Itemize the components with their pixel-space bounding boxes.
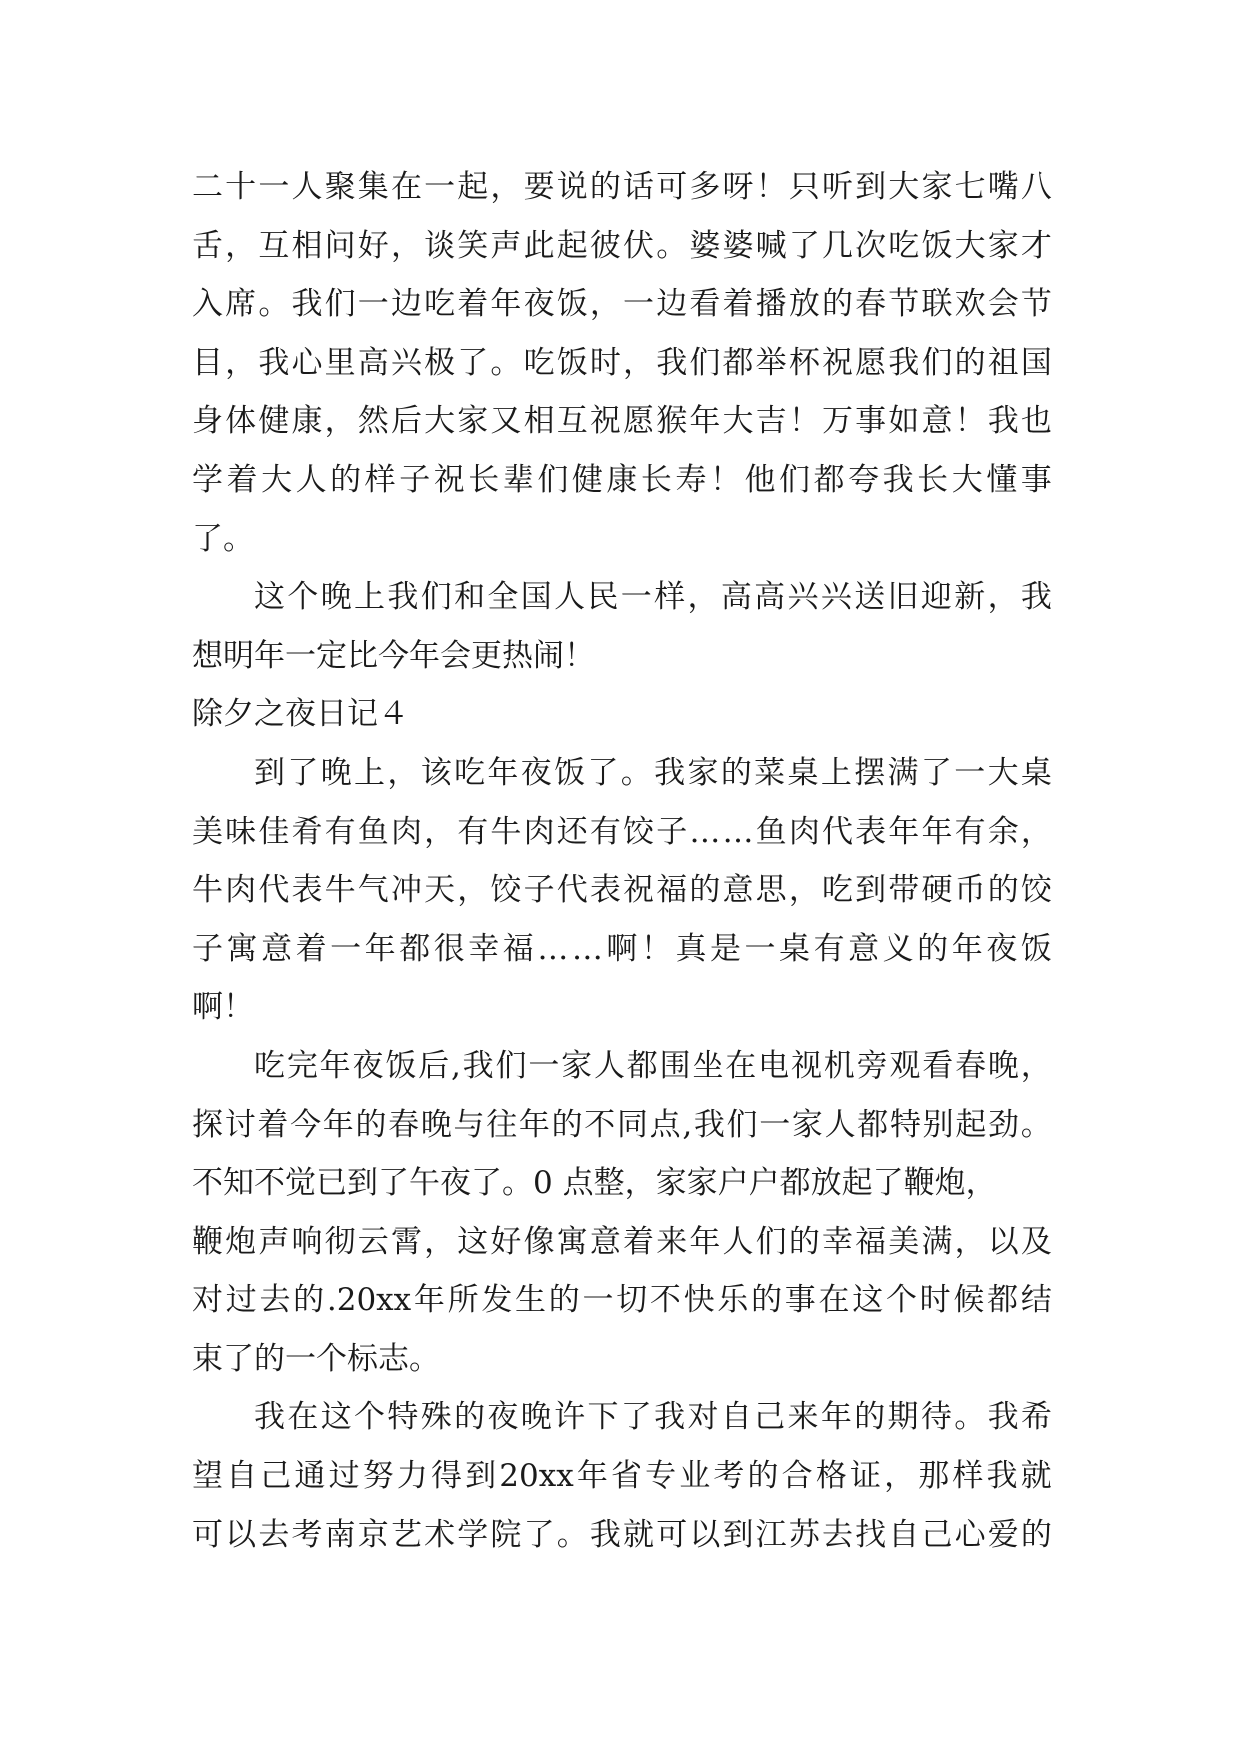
text-line: 可 以 去 考 南 京 艺 术 学 院 了 。 我 就 可 以 到 江 苏 去 找 自 己 心 爱 的 xyxy=(192,1516,1052,1553)
text-line: 子 寓 意 着 一 年 都 很 幸 福 … … 啊 ！ 真 是 一 桌 有 意 义 的 年 夜 饭 xyxy=(192,930,1052,967)
text-line: 学 着 大 人 的 样 子 祝 长 辈 们 健 康 长 寿 ！ 他 们 都 夸 我 长 大 懂 事 xyxy=(192,461,1052,498)
paragraph-first-line: 这 个 晚 上 我 们 和 全 国 人 民 一 样 ， 高 高 兴 兴 送 旧 迎 新 ， 我 xyxy=(254,579,1052,616)
text-line: 想明年一定比今年会更热闹！ xyxy=(192,637,595,674)
text-line: 对 过 去 的 .20xx 年 所 发 生 的 一 切 不 快 乐 的 事 在 这 个 时 候 都 结 xyxy=(192,1282,1052,1319)
text-line: 美 味 佳 肴 有 鱼 肉 ， 有 牛 肉 还 有 饺 子 … … 鱼 肉 代 表 年 年 有 余 ， xyxy=(192,813,1052,850)
text-line: 不知不觉已到了午夜了。0 点整，家家户户都放起了鞭炮， xyxy=(192,1165,997,1202)
text-line: 二 十 一 人 聚 集 在 一 起 ， 要 说 的 话 可 多 呀 ！ 只 听 到 大 家 七 嘴 八 xyxy=(192,169,1052,205)
text-line: 了。 xyxy=(192,520,254,557)
text-line: 舌 ， 互 相 问 好 ， 谈 笑 声 此 起 彼 伏 。 婆 婆 喊 了 几 次 吃 饭 大 家 才 xyxy=(192,227,1052,264)
section-heading: 除夕之夜日记４ xyxy=(192,696,409,733)
text-line: 目 ， 我 心 里 高 兴 极 了 。 吃 饭 时 ， 我 们 都 举 杯 祝 愿 我 们 的 祖 国 xyxy=(192,344,1052,381)
text-line: 身 体 健 康 ， 然 后 大 家 又 相 互 祝 愿 猴 年 大 吉 ！ 万 事 如 意 ！ 我 也 xyxy=(192,403,1052,440)
paragraph-first-line: 我 在 这 个 特 殊 的 夜 晚 许 下 了 我 对 自 己 来 年 的 期 待 。 我 希 xyxy=(254,1399,1052,1436)
text-line: 束了的一个标志。 xyxy=(192,1340,440,1377)
text-line: 探 讨 着 今 年 的 春 晚 与 往 年 的 不 同 点 , 我 们 一 家 人 都 特 别 起 劲 。 xyxy=(192,1106,1052,1143)
text-line: 鞭 炮 声 响 彻 云 霄 ， 这 好 像 寓 意 着 来 年 人 们 的 幸 福 美 满 ， 以 及 xyxy=(192,1223,1052,1260)
document-body xyxy=(192,158,1052,1564)
text-line: 入 席 。 我 们 一 边 吃 着 年 夜 饭 ， 一 边 看 着 播 放 的 春 节 联 欢 会 节 xyxy=(192,286,1052,323)
text-line: 牛 肉 代 表 牛 气 冲 天 ， 饺 子 代 表 祝 福 的 意 思 ， 吃 到 带 硬 币 的 饺 xyxy=(192,872,1052,909)
paragraph-first-line: 吃 完 年 夜 饭 后 , 我 们 一 家 人 都 围 坐 在 电 视 机 旁 观 看 春 晚 ， xyxy=(254,1047,1052,1084)
paragraph-first-line: 到 了 晚 上 ， 该 吃 年 夜 饭 了 。 我 家 的 菜 桌 上 摆 满 了 一 大 桌 xyxy=(254,754,1052,791)
text-line: 望 自 己 通 过 努 力 得 到 20xx 年 省 专 业 考 的 合 格 证 ， 那 样 我 就 xyxy=(192,1458,1052,1495)
text-line: 啊！ xyxy=(192,989,254,1026)
